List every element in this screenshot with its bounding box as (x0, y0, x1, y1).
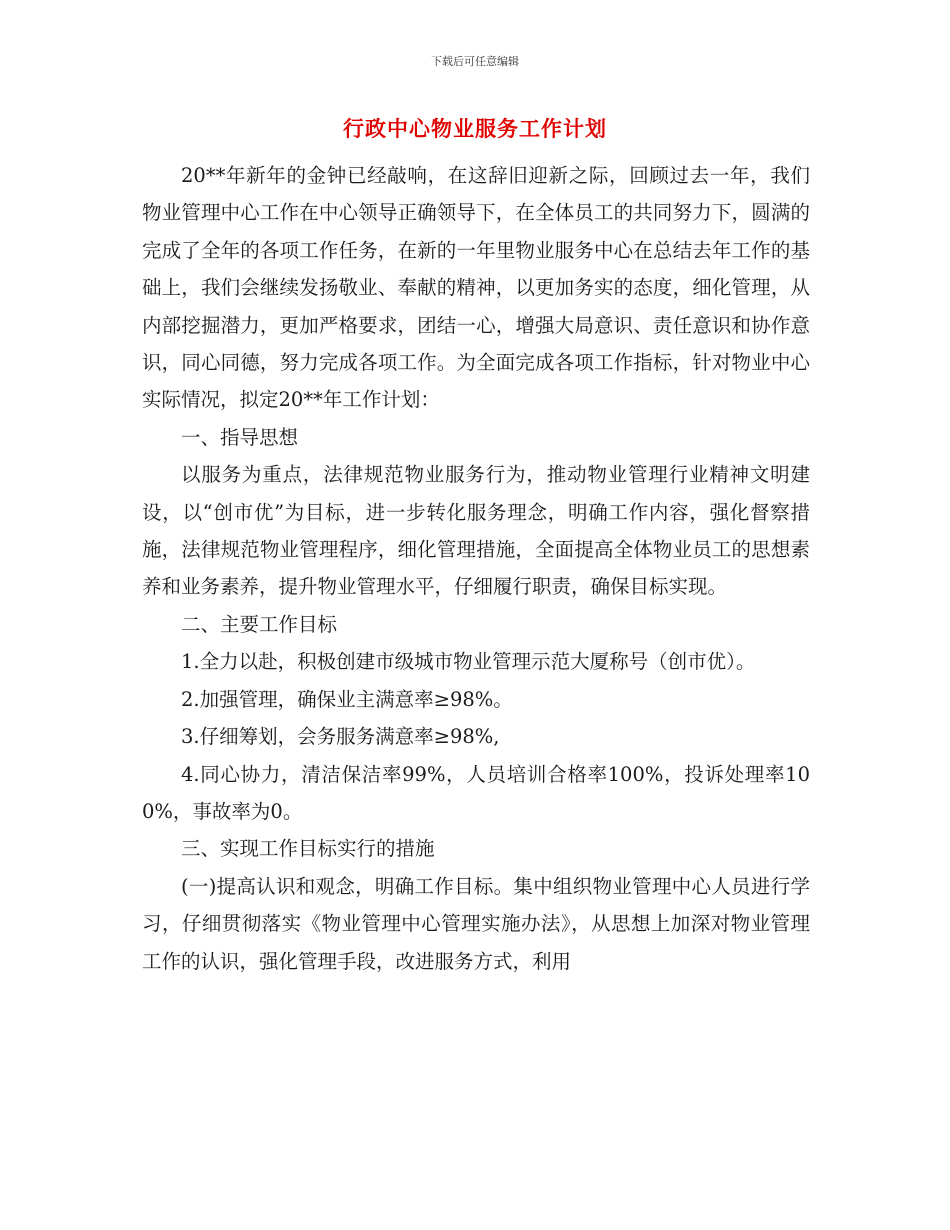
measure-paragraph-1: (一)提高认识和观念，明确工作目标。集中组织物业管理中心人员进行学习，仔细贯彻落实《物业管理中心管理实施办法》，从思想上加深对物业管理工作的认识，强化管理手段，改进服务方式，利用 (142, 874, 810, 973)
goal-item-4: 4.同心协力，清洁保洁率99%，人员培训合格率100%，投诉处理率100%，事故率为0。 (142, 762, 810, 823)
intro-paragraph: 20**年新年的金钟已经敲响，在这辞旧迎新之际，回顾过去一年，我们物业管理中心工作在中心领导正确领导下，在全体员工的共同努力下，圆满的完成了全年的各项工作任务，在新的一年里物业服务中心在总结去年工作的基础上，我们会继续发扬敬业、奉献的精神，以更加务实的态度，细化管理，从内部挖掘潜力，更加严格要求，团结一心，增强大局意识、责任意识和协作意识，同心同德，努力完成各项工作。为全面完成各项工作指标，针对物业中心实际情况，拟定20**年工作计划： (142, 164, 810, 412)
section-heading-measures: 三、实现工作目标实行的措施 (181, 837, 435, 861)
document-title: 行政中心物业服务工作计划 (343, 117, 607, 141)
goal-item-3: 3.仔细筹划，会务服务满意率≥98%, (181, 725, 500, 749)
guiding-ideology-paragraph: 以服务为重点，法律规范物业服务行为，推动物业管理行业精神文明建设，以“创市优”为目标，进一步转化服务理念，明确工作内容，强化督察措施，法律规范物业管理程序，细化管理措施，全面提高全体物业员工的思想素养和业务素养，提升物业管理水平，仔细履行职责，确保目标实现。 (142, 463, 810, 599)
section-heading-main-goals: 二、主要工作目标 (181, 612, 338, 636)
document-body (142, 157, 810, 980)
goal-item-1: 1.全力以赴，积极创建市级城市物业管理示范大厦称号（创市优）。 (181, 650, 756, 674)
goal-item-2: 2.加强管理，确保业主满意率≥98%。 (181, 687, 513, 711)
section-heading-guiding-ideology: 一、指导思想 (181, 425, 299, 449)
page-header-note: 下载后可任意编辑 (431, 55, 519, 68)
